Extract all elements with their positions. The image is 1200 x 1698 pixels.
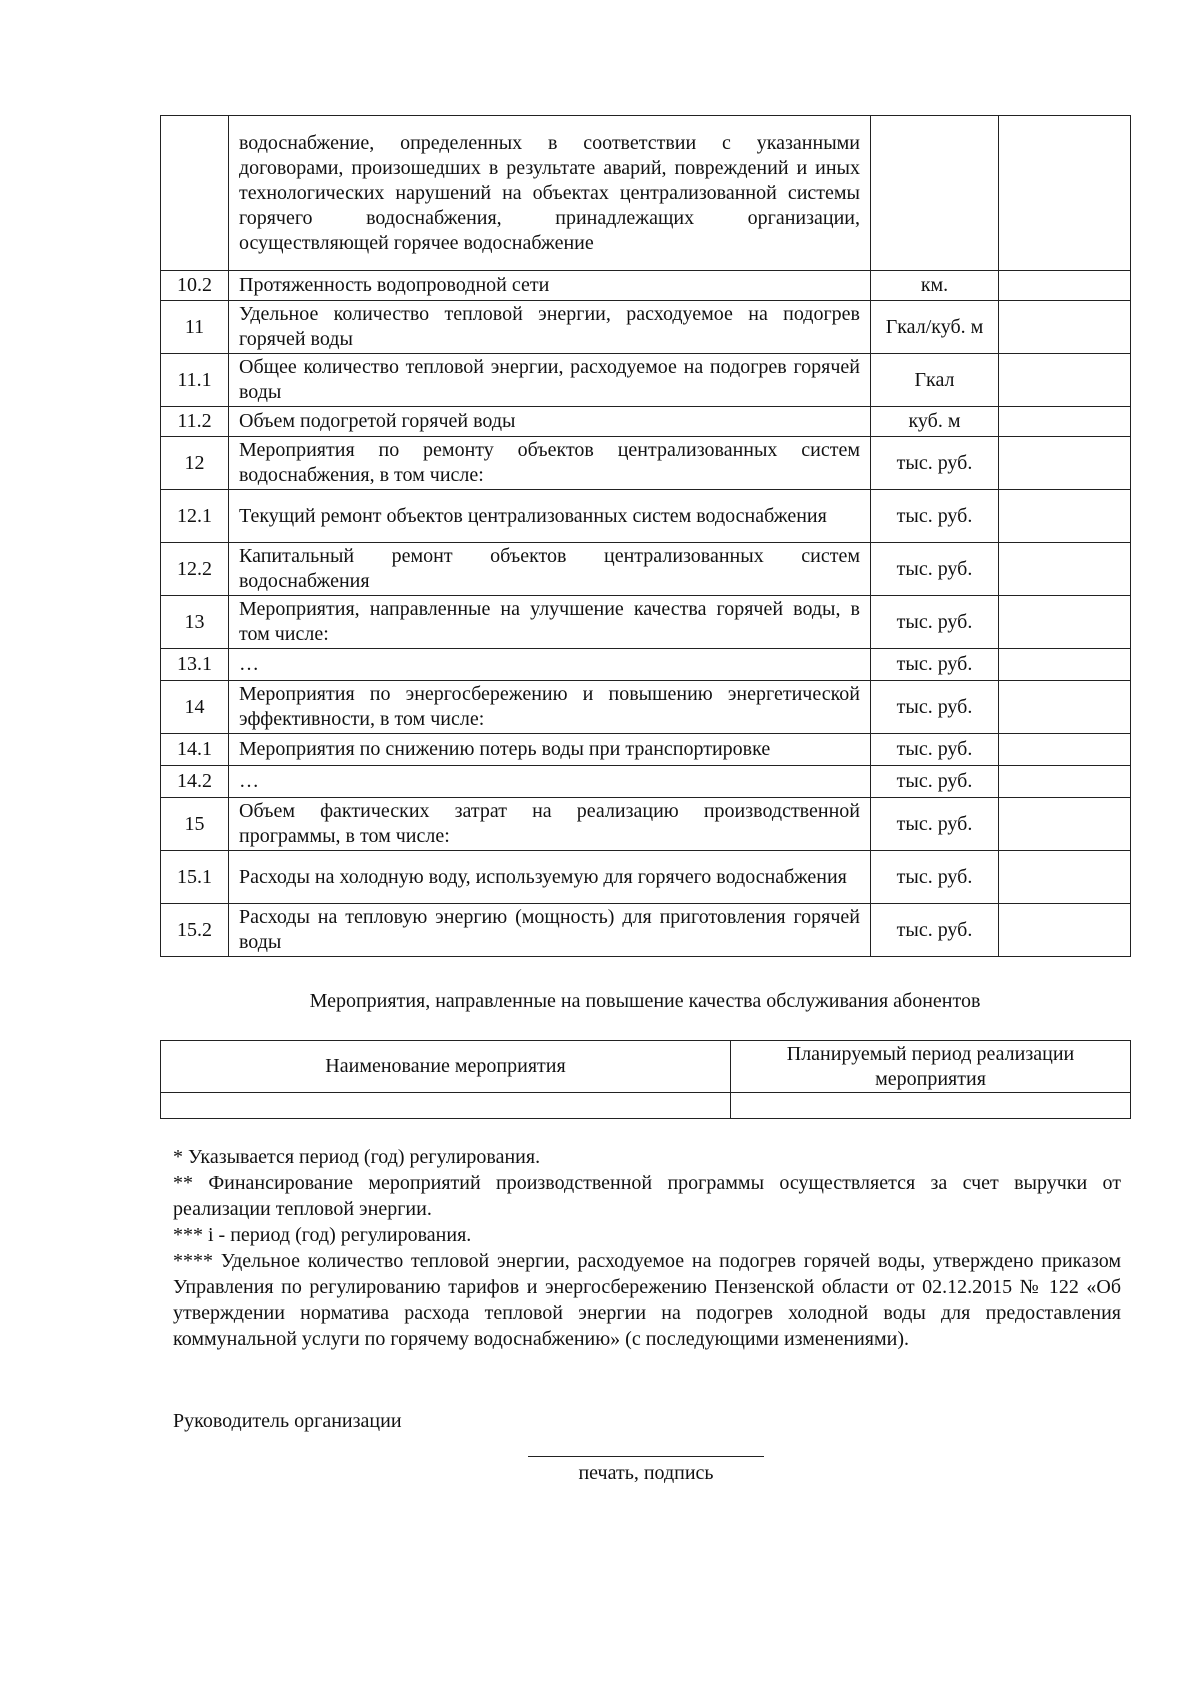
row-unit: тыс. руб. <box>871 681 999 734</box>
row-value <box>999 543 1131 596</box>
row-number: 12 <box>161 437 229 490</box>
row-value <box>999 354 1131 407</box>
table-row <box>161 596 1131 649</box>
row-value <box>999 116 1131 271</box>
row-value <box>999 904 1131 957</box>
row-number: 14.1 <box>161 734 229 766</box>
table-row <box>161 437 1131 490</box>
table-row <box>161 1093 1131 1119</box>
table-row <box>161 798 1131 851</box>
table-row <box>161 116 1131 271</box>
row-name: … <box>229 766 871 798</box>
footnote: * Указывается период (год) регулирования. <box>173 1146 541 1168</box>
row-name: … <box>229 649 871 681</box>
row-unit <box>871 116 999 271</box>
table-row <box>161 354 1131 407</box>
row-name: Мероприятия, направленные на улучшение качества горячей воды, в том числе: <box>229 596 871 649</box>
row-unit: тыс. руб. <box>871 851 999 904</box>
row-name: Общее количество тепловой энергии, расходуемое на подогрев горячей воды <box>229 354 871 407</box>
table-row <box>161 301 1131 354</box>
table-row <box>161 681 1131 734</box>
table-row <box>161 904 1131 957</box>
row-unit: тыс. руб. <box>871 649 999 681</box>
row-number: 11 <box>161 301 229 354</box>
footnotes <box>173 1144 1121 1352</box>
row-name: Текущий ремонт объектов централизованных систем водоснабжения <box>229 490 871 543</box>
row-number: 15.1 <box>161 851 229 904</box>
row-number: 14.2 <box>161 766 229 798</box>
row-unit: тыс. руб. <box>871 766 999 798</box>
row-number: 15 <box>161 798 229 851</box>
table-row <box>161 766 1131 798</box>
signature-caption: печать, подпись <box>578 1462 714 1484</box>
row-value <box>999 766 1131 798</box>
row-number: 13 <box>161 596 229 649</box>
row-value <box>999 407 1131 437</box>
row-name: Расходы на холодную воду, используемую для горячего водоснабжения <box>229 851 871 904</box>
event-period-cell <box>731 1093 1131 1119</box>
table-header-row <box>161 1041 1131 1093</box>
row-name: Мероприятия по снижению потерь воды при транспортировке <box>229 734 871 766</box>
row-unit: тыс. руб. <box>871 437 999 490</box>
row-name: водоснабжение, определенных в соответствии с указанными договорами, произошедших в результате аварий, повреждений и иных технологических нарушений на объектах централизованной системы горячего водоснабжения, принадлежащих организации, осуществляющей горячее водоснабжение <box>229 116 871 271</box>
row-value <box>999 490 1131 543</box>
row-number <box>161 116 229 271</box>
row-value <box>999 734 1131 766</box>
row-number: 11.1 <box>161 354 229 407</box>
row-unit: км. <box>871 271 999 301</box>
event-name-cell <box>161 1093 731 1119</box>
row-number: 13.1 <box>161 649 229 681</box>
table-row <box>161 734 1131 766</box>
footnote: ** Финансирование мероприятий производственной программы осуществляется за счет выручки от реализации тепловой энергии. <box>173 1172 1121 1220</box>
row-name: Расходы на тепловую энергию (мощность) для приготовления горячей воды <box>229 904 871 957</box>
row-name: Мероприятия по энергосбережению и повышению энергетической эффективности, в том числе: <box>229 681 871 734</box>
footnote: **** Удельное количество тепловой энергии, расходуемое на подогрев горячей воды, утверждено приказом Управления по регулированию тарифов и энергосбережению Пензенской области от 02.12.2015 № 122 «Об утверждении норматива расхода тепловой энергии на подогрев холодной воды для предоставления коммунальной услуги по горячему водоснабжению» (с последующими изменениями). <box>173 1250 1121 1350</box>
row-value <box>999 649 1131 681</box>
row-unit: тыс. руб. <box>871 543 999 596</box>
row-number: 12.1 <box>161 490 229 543</box>
events-table <box>160 1040 1131 1119</box>
row-name: Капитальный ремонт объектов централизованных систем водоснабжения <box>229 543 871 596</box>
row-unit: тыс. руб. <box>871 734 999 766</box>
table-row <box>161 271 1131 301</box>
row-unit: тыс. руб. <box>871 798 999 851</box>
row-value <box>999 301 1131 354</box>
row-name: Объем фактических затрат на реализацию производственной программы, в том числе: <box>229 798 871 851</box>
header-planned-period: Планируемый период реализации мероприятия <box>731 1041 1131 1093</box>
events-section-caption: Мероприятия, направленные на повышение качества обслуживания абонентов <box>309 990 981 1012</box>
row-name: Объем подогретой горячей воды <box>229 407 871 437</box>
row-value <box>999 437 1131 490</box>
row-value <box>999 798 1131 851</box>
row-name: Мероприятия по ремонту объектов централизованных систем водоснабжения, в том числе: <box>229 437 871 490</box>
footnote: *** i - период (год) регулирования. <box>173 1224 472 1246</box>
row-unit: тыс. руб. <box>871 596 999 649</box>
row-unit: тыс. руб. <box>871 904 999 957</box>
table-row <box>161 851 1131 904</box>
row-number: 12.2 <box>161 543 229 596</box>
row-value <box>999 851 1131 904</box>
table-row <box>161 649 1131 681</box>
row-number: 14 <box>161 681 229 734</box>
table-row <box>161 407 1131 437</box>
row-number: 11.2 <box>161 407 229 437</box>
row-unit: куб. м <box>871 407 999 437</box>
row-name: Удельное количество тепловой энергии, расходуемое на подогрев горячей воды <box>229 301 871 354</box>
row-number: 10.2 <box>161 271 229 301</box>
table-row <box>161 490 1131 543</box>
row-value <box>999 271 1131 301</box>
row-unit: тыс. руб. <box>871 490 999 543</box>
header-event-name: Наименование мероприятия <box>161 1041 731 1093</box>
row-number: 15.2 <box>161 904 229 957</box>
signature-label: Руководитель организации <box>173 1410 402 1432</box>
row-unit: Гкал/куб. м <box>871 301 999 354</box>
table-row <box>161 543 1131 596</box>
signature-line <box>528 1456 764 1457</box>
row-unit: Гкал <box>871 354 999 407</box>
production-program-table <box>160 115 1131 957</box>
row-value <box>999 596 1131 649</box>
row-value <box>999 681 1131 734</box>
row-name: Протяженность водопроводной сети <box>229 271 871 301</box>
